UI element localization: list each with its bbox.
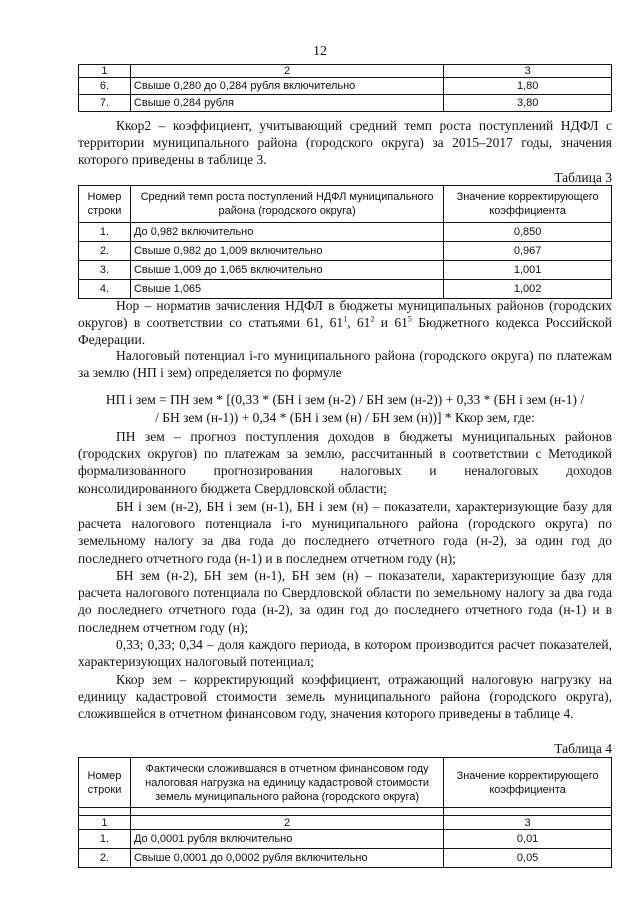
table-row (79, 849, 612, 868)
table-cell: 0,850 (444, 223, 612, 242)
table-row (79, 242, 612, 261)
table-row (79, 78, 612, 95)
table-cell: 2 (130, 816, 443, 830)
table-cell: Свыше 0,280 до 0,284 рубля включительно (130, 78, 443, 95)
table-row (79, 95, 612, 112)
text-fragment: Нор – норматив зачисления НДФЛ в бюджеты муниципальных районов (городских округов) в соответствии со статьями 61, 61 (78, 298, 612, 331)
table-cell: 1 (79, 65, 131, 78)
table-cell: 1,001 (444, 261, 612, 280)
table-header-cell: Номер строки (79, 186, 131, 223)
paragraph-np: Налоговый потенциал i-го муниципального района (городского округа) по платежам за землю (НП i зем) определяется по формуле (78, 348, 612, 381)
table-header-cell: Средний темп роста поступлений НДФЛ муниципального района (городского округа) (130, 186, 443, 223)
table4 (78, 757, 612, 868)
page-number: 12 (313, 44, 327, 59)
paragraph-shares: 0,33; 0,33; 0,34 – доля каждого периода, в котором производится расчет показателей, характеризующих налоговый потенциал; (78, 637, 612, 670)
table-row (79, 65, 612, 78)
table-cell: Свыше 0,0001 до 0,0002 рубля включительно (130, 849, 443, 868)
table2-tail (78, 64, 612, 112)
table-header-row (79, 186, 612, 223)
table-header-cell: Номер строки (79, 758, 131, 808)
table-cell: Свыше 1,065 (130, 280, 443, 299)
paragraph-bn-zem: БН зем (н-2), БН зем (н-1), БН зем (н) – показатели, характеризующие базу для расчета налогового потенциала по Свердловской области по земельному налогу за два года до последнего отчетного года (н-2), за один год до последнего отчетного года (н-1) и в последнем отчетном году (н); (78, 568, 612, 635)
paragraph-kkor2: Ккор2 – коэффициент, учитывающий средний темп роста поступлений НДФЛ с территории муниципального района (городского округа) за 2015–2017 годы, значения которого приведены в таблице 3. (78, 118, 612, 168)
table-cell (444, 808, 612, 816)
table-cell: 1. (79, 830, 131, 849)
paragraph-kkor-zem: Ккор зем – корректирующий коэффициент, отражающий налоговую нагрузку на единицу кадастровой стоимости земель муниципального района (городского округа), сложившейся в отчетном финансовом году, значения которого приведены в таблице 4. (78, 672, 612, 722)
table3-caption: Таблица 3 (554, 170, 612, 185)
table-cell: 3. (79, 261, 131, 280)
table-cell: 3 (444, 65, 612, 78)
table-header-cell: Значение корректирующего коэффициента (444, 186, 612, 223)
table-cell: 2. (79, 242, 131, 261)
text-fragment: , 61 (347, 315, 371, 331)
table-cell (130, 808, 443, 816)
table-cell: 0,967 (444, 242, 612, 261)
superscript: 2 (370, 314, 375, 324)
table-cell: Свыше 1,009 до 1,065 включительно (130, 261, 443, 280)
table-cell: 1 (79, 816, 131, 830)
superscript: 1 (343, 314, 348, 324)
table-row (79, 261, 612, 280)
table-cell: 1,80 (444, 78, 612, 95)
formula-line-1: НП i зем = ПН зем * [(0,33 * (БН i зем (н-2) / БН зем (н-2)) + 0,33 * (БН i зем (н-1) / (105, 392, 585, 407)
table-header-row (79, 758, 612, 808)
table-header-cell: Значение корректирующего коэффициента (444, 758, 612, 808)
table-cell: До 0,0001 рубля включительно (130, 830, 443, 849)
table-cell: 3,80 (444, 95, 612, 112)
table-cell: 7. (79, 95, 131, 112)
table-cell: До 0,982 включительно (130, 223, 443, 242)
table-cell: 3 (444, 816, 612, 830)
paragraph-bn-i-zem: БН i зем (н-2), БН i зем (н-1), БН i зем (н) – показатели, характеризующие базу для расчета налогового потенциала i-го муниципального района (городского округа) по земельному налогу за два года до последнего отчетного года (н-2), за один год до последнего отчетного года (н-1) и в последнем отчетном году (н); (78, 499, 612, 566)
table-row (79, 280, 612, 299)
table-cell: 0,05 (444, 849, 612, 868)
text-fragment: и 61 (374, 315, 408, 331)
table-cell: Свыше 0,284 рубля (130, 95, 443, 112)
table-cell: 2 (130, 65, 443, 78)
table-cell: 1,002 (444, 280, 612, 299)
table-cell: 2. (79, 849, 131, 868)
paragraph-nor (78, 297, 612, 349)
table4-caption: Таблица 4 (554, 741, 612, 756)
table-cell: 6. (79, 78, 131, 95)
table-cell: 1. (79, 223, 131, 242)
table-row (79, 830, 612, 849)
table-cell (79, 808, 131, 816)
table-row (79, 816, 612, 830)
table-cell: 0,01 (444, 830, 612, 849)
formula-line-2: / БН зем (н-1)) + 0,34 * (БН i зем (н) / БН зем (н))] * Ккор зем, где: (155, 410, 535, 425)
superscript: 5 (407, 314, 412, 324)
table-cell: 4. (79, 280, 131, 299)
table-cell: Свыше 0,982 до 1,009 включительно (130, 242, 443, 261)
table-row (79, 223, 612, 242)
table3 (78, 185, 612, 299)
table-header-cell: Фактически сложившаяся в отчетном финансовом году налоговая нагрузка на единицу кадастровой стоимости земель муниципального района (городского округа) (130, 758, 443, 808)
text-fragment: Бюджетного кодекса Российской Федерации. (78, 315, 613, 348)
table-spacer-row (79, 808, 612, 816)
paragraph-pn-zem: ПН зем – прогноз поступления доходов в бюджеты муниципальных районов (городских округов) по платежам за землю, рассчитанный в соответствии с Методикой формализованного прогнозирования налоговых и неналоговых доходов консолидированного бюджета Свердловской области; (78, 429, 612, 496)
